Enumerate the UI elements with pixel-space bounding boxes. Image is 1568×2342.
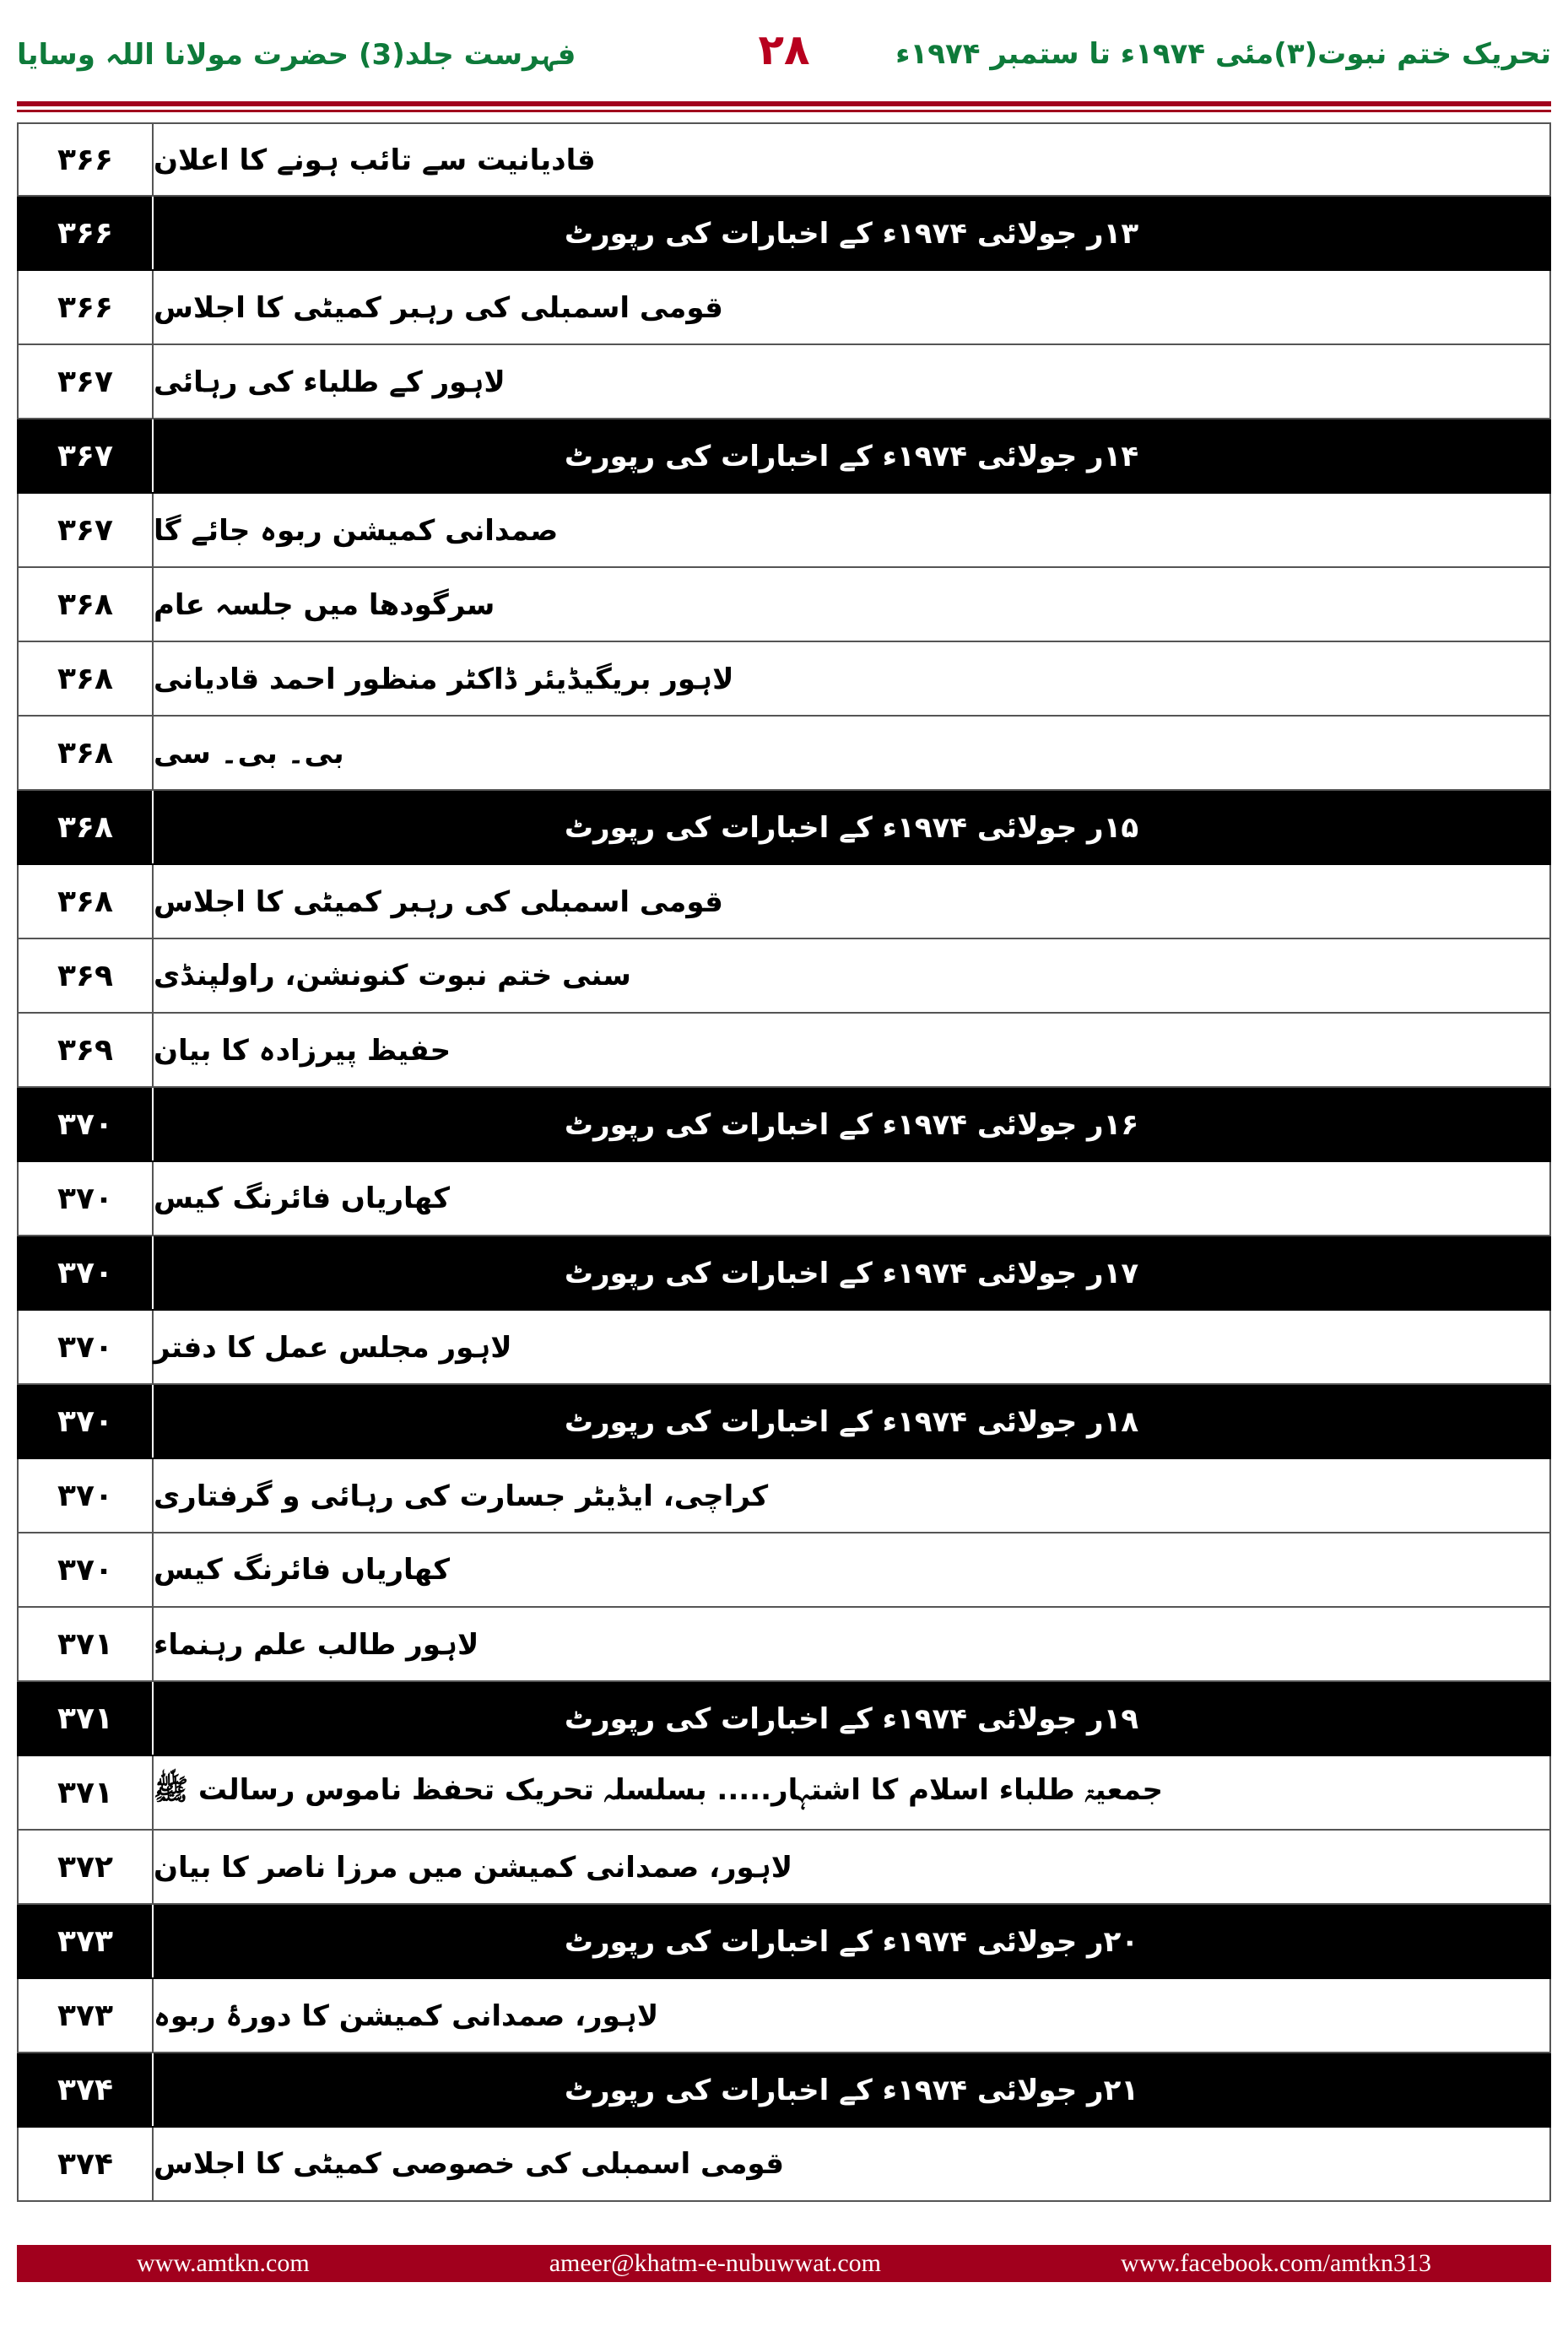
table-row [17, 568, 1551, 642]
page-number: ۲۸ [758, 25, 810, 74]
row-page-number: ۳۷۱ [19, 1682, 154, 1755]
row-page-number: ۳۶۸ [19, 791, 154, 863]
row-page-number: ۳۶۹ [19, 939, 154, 1012]
section-header-row [17, 197, 1551, 271]
header-volume-title: فہرست جلد(3) حضرت مولانا اللہ وسایا [17, 38, 576, 72]
section-header-title: ۲۰ر جولائی ۱۹۷۴ء کے اخبارات کی رپورٹ [564, 1924, 1139, 1959]
row-page-number: ۳۷۴ [19, 2053, 154, 2126]
section-header-row [17, 791, 1551, 865]
row-page-number: ۳۷۰ [19, 1162, 154, 1235]
row-page-number: ۳۷۱ [19, 1756, 154, 1829]
table-of-contents [17, 122, 1551, 2202]
footer-facebook: www.facebook.com/amtkn313 [1121, 2249, 1431, 2277]
section-header-title: ۱۳ر جولائی ۱۹۷۴ء کے اخبارات کی رپورٹ [564, 216, 1139, 251]
section-header-row [17, 1385, 1551, 1459]
table-row [17, 1979, 1551, 2053]
row-title: قومی اسمبلی کی رہبر کمیٹی کا اجلاس [154, 884, 723, 919]
row-page-number: ۳۶۶ [19, 197, 154, 269]
section-header-row [17, 1088, 1551, 1162]
row-page-number: ۳۶۸ [19, 865, 154, 938]
table-row [17, 1162, 1551, 1236]
row-title: سرگودھا میں جلسہ عام [154, 587, 495, 622]
section-header-title: ۱۴ر جولائی ۱۹۷۴ء کے اخبارات کی رپورٹ [564, 439, 1139, 473]
row-title: لاہور، صمدانی کمیشن میں مرزا ناصر کا بیان [154, 1850, 793, 1885]
section-header-title: ۱۹ر جولائی ۱۹۷۴ء کے اخبارات کی رپورٹ [564, 1701, 1139, 1736]
section-header-row [17, 1682, 1551, 1756]
row-title: قومی اسمبلی کی رہبر کمیٹی کا اجلاس [154, 290, 723, 325]
table-row [17, 642, 1551, 717]
table-row [17, 494, 1551, 568]
row-title: قومی اسمبلی کی خصوصی کمیٹی کا اجلاس [154, 2147, 784, 2181]
table-row [17, 2128, 1551, 2202]
row-title: کھاریاں فائرنگ کیس [154, 1553, 451, 1587]
header-book-title: تحریک ختم نبوت(۳)مئی ۱۹۷۴ء تا ستمبر ۱۹۷۴ء [895, 37, 1551, 71]
table-row [17, 865, 1551, 939]
row-page-number: ۳۷۰ [19, 1533, 154, 1606]
section-header-title: ۲۱ر جولائی ۱۹۷۴ء کے اخبارات کی رپورٹ [564, 2073, 1139, 2107]
section-header-title: ۱۸ر جولائی ۱۹۷۴ء کے اخبارات کی رپورٹ [564, 1404, 1139, 1439]
row-title: لاہور طالب علم رہنماء [154, 1627, 479, 1662]
section-header-title: ۱۷ر جولائی ۱۹۷۴ء کے اخبارات کی رپورٹ [564, 1256, 1139, 1290]
row-title: بی۔ بی۔ سی [154, 736, 344, 771]
table-row [17, 1756, 1551, 1831]
table-row [17, 122, 1551, 197]
row-page-number: ۳۷۳ [19, 1979, 154, 2052]
row-title: لاہور، صمدانی کمیشن کا دورۂ ربوہ [154, 1999, 659, 2033]
row-title: لاہور مجلس عمل کا دفتر [154, 1330, 512, 1365]
table-row [17, 1533, 1551, 1608]
table-row [17, 1831, 1551, 1905]
row-page-number: ۳۶۸ [19, 717, 154, 789]
row-title: حفیظ پیرزادہ کا بیان [154, 1033, 451, 1068]
row-title: صمدانی کمیشن ربوہ جائے گا [154, 513, 559, 548]
row-page-number: ۳۷۰ [19, 1236, 154, 1309]
row-page-number: ۳۷۰ [19, 1459, 154, 1532]
row-page-number: ۳۷۰ [19, 1088, 154, 1160]
row-title: قادیانیت سے تائب ہونے کا اعلان [154, 143, 596, 177]
page-header [0, 0, 1568, 101]
row-page-number: ۳۶۶ [19, 271, 154, 343]
row-page-number: ۳۶۸ [19, 568, 154, 641]
row-page-number: ۳۷۳ [19, 1905, 154, 1977]
table-row [17, 717, 1551, 791]
row-title: لاہور کے طلباء کی رہائی [154, 365, 506, 399]
header-rule-thick [17, 101, 1551, 106]
row-page-number: ۳۷۰ [19, 1311, 154, 1383]
section-header-title: ۱۵ر جولائی ۱۹۷۴ء کے اخبارات کی رپورٹ [564, 810, 1139, 845]
page-footer [17, 2245, 1551, 2282]
header-rule-thin [17, 110, 1551, 112]
row-page-number: ۳۶۸ [19, 642, 154, 715]
section-header-row [17, 419, 1551, 494]
row-page-number: ۳۶۷ [19, 419, 154, 492]
footer-website: www.amtkn.com [137, 2249, 310, 2277]
row-page-number: ۳۶۷ [19, 345, 154, 418]
section-header-row [17, 2053, 1551, 2128]
row-page-number: ۳۶۹ [19, 1014, 154, 1086]
row-title: کراچی، ایڈیٹر جسارت کی رہائی و گرفتاری [154, 1479, 769, 1513]
table-row [17, 939, 1551, 1014]
row-page-number: ۳۷۴ [19, 2128, 154, 2200]
row-title: سنی ختم نبوت کنونشن، راولپنڈی [154, 959, 631, 993]
table-row [17, 1311, 1551, 1385]
row-title: کھاریاں فائرنگ کیس [154, 1182, 451, 1215]
row-title: لاہور بریگیڈیئر ڈاکٹر منظور احمد قادیانی [154, 662, 734, 696]
section-header-title: ۱۶ر جولائی ۱۹۷۴ء کے اخبارات کی رپورٹ [564, 1107, 1139, 1142]
table-row [17, 1014, 1551, 1088]
row-title: جمعیۃ طلباء اسلام کا اشتہار..... بسلسلہ تحریک تحفظ ناموس رسالت ﷺ [154, 1772, 1164, 1807]
table-row [17, 1459, 1551, 1533]
table-row [17, 1608, 1551, 1682]
section-header-row [17, 1236, 1551, 1311]
row-page-number: ۳۶۷ [19, 494, 154, 566]
table-row [17, 271, 1551, 345]
row-page-number: ۳۷۲ [19, 1831, 154, 1903]
row-page-number: ۳۶۶ [19, 124, 154, 195]
table-row [17, 345, 1551, 419]
footer-email: ameer@khatm-e-nubuwwat.com [549, 2249, 881, 2277]
section-header-row [17, 1905, 1551, 1979]
row-page-number: ۳۷۰ [19, 1385, 154, 1458]
row-page-number: ۳۷۱ [19, 1608, 154, 1680]
